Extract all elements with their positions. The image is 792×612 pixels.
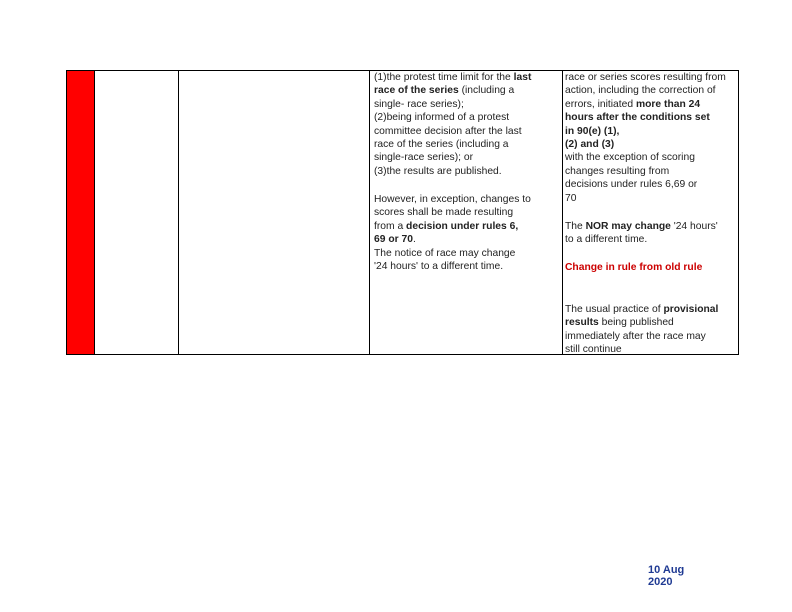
text-line: [374, 193, 531, 206]
date-line-1: 10 Aug: [648, 564, 685, 576]
text-line: [374, 98, 464, 111]
text-line: [565, 220, 718, 233]
text-line: [565, 178, 697, 191]
text-line: [565, 330, 706, 343]
text-line: [565, 125, 619, 138]
text-segment: 69 or 70: [374, 234, 413, 246]
text-segment: '24 hours': [670, 221, 718, 232]
text-segment: race of the series: [374, 85, 459, 97]
date-line-2: 2020: [648, 576, 673, 588]
text-line: [565, 343, 622, 356]
text-line: [374, 125, 522, 138]
text-segment: (3)the results are published.: [374, 165, 502, 177]
text-line: [565, 111, 710, 124]
text-segment: with the exception of scoring: [565, 152, 695, 164]
text-line: [374, 220, 518, 233]
text-segment: action, including the correction of: [565, 85, 716, 97]
text-line: [565, 316, 674, 329]
text-segment: provisional: [663, 304, 719, 315]
text-segment: committee decision after the last: [374, 125, 522, 137]
text-line: [374, 111, 509, 124]
text-segment: .: [412, 234, 416, 246]
text-line: [374, 151, 473, 164]
text-line: [374, 233, 416, 246]
text-segment: The notice of race may change: [374, 247, 516, 259]
text-segment: decisions under rules 6,69 or: [565, 179, 698, 191]
text-segment: (1)the protest time limit for the: [374, 72, 514, 83]
text-segment: decision under rules 6,: [406, 220, 519, 232]
text-segment: in 90(e) (1),: [565, 125, 620, 137]
text-segment: race or series scores resulting from: [565, 72, 726, 83]
text-line: [374, 260, 503, 273]
text-line: [565, 303, 718, 316]
text-segment: single- race series);: [374, 98, 464, 110]
text-segment: errors, initiated: [565, 98, 636, 110]
text-line: [374, 71, 531, 84]
text-segment: scores shall be made resulting: [374, 207, 514, 219]
red-marker-column: [67, 71, 95, 354]
text-segment: (including a: [458, 85, 515, 97]
text-segment: from a: [374, 220, 407, 232]
text-segment: However, in exception, changes to: [374, 194, 531, 205]
text-segment: last: [513, 72, 532, 83]
text-line: [374, 165, 502, 178]
text-line: [374, 138, 509, 151]
text-segment: The: [565, 221, 586, 232]
text-segment: The usual practice of: [565, 304, 664, 315]
text-line: [565, 98, 700, 111]
text-segment: 70: [565, 192, 577, 204]
text-segment: (2) and (3): [565, 139, 615, 150]
text-line: [565, 138, 614, 151]
text-line: [374, 206, 513, 219]
text-segment: race of the series (including a: [374, 139, 509, 150]
empty-column: [95, 71, 179, 354]
text-segment: changes resulting from: [565, 165, 670, 177]
text-line: [565, 233, 647, 246]
text-segment: '24 hours' to a different time.: [374, 261, 504, 272]
text-segment: immediately after the race may: [565, 330, 706, 342]
text-line: [565, 84, 716, 97]
text-line: [374, 84, 514, 97]
text-segment: hours after the conditions set: [565, 112, 710, 124]
text-line: [565, 71, 726, 84]
date-stamp: [648, 564, 684, 588]
text-line: [565, 165, 669, 178]
text-segment: to a different time.: [565, 234, 648, 246]
text-line: [565, 151, 695, 164]
empty-column-2: [179, 71, 370, 354]
text-segment: being published: [598, 317, 674, 329]
text-line: [565, 192, 576, 205]
change-note: Change in rule from old rule: [565, 262, 703, 273]
text-line: [374, 247, 515, 260]
text-segment: results: [565, 317, 599, 329]
text-segment: (2)being informed of a protest: [374, 112, 510, 124]
text-segment: NOR may change: [585, 221, 671, 232]
text-segment: single-race series); or: [374, 152, 473, 164]
text-segment: more than 24: [635, 98, 701, 110]
text-segment: still continue: [565, 344, 622, 356]
